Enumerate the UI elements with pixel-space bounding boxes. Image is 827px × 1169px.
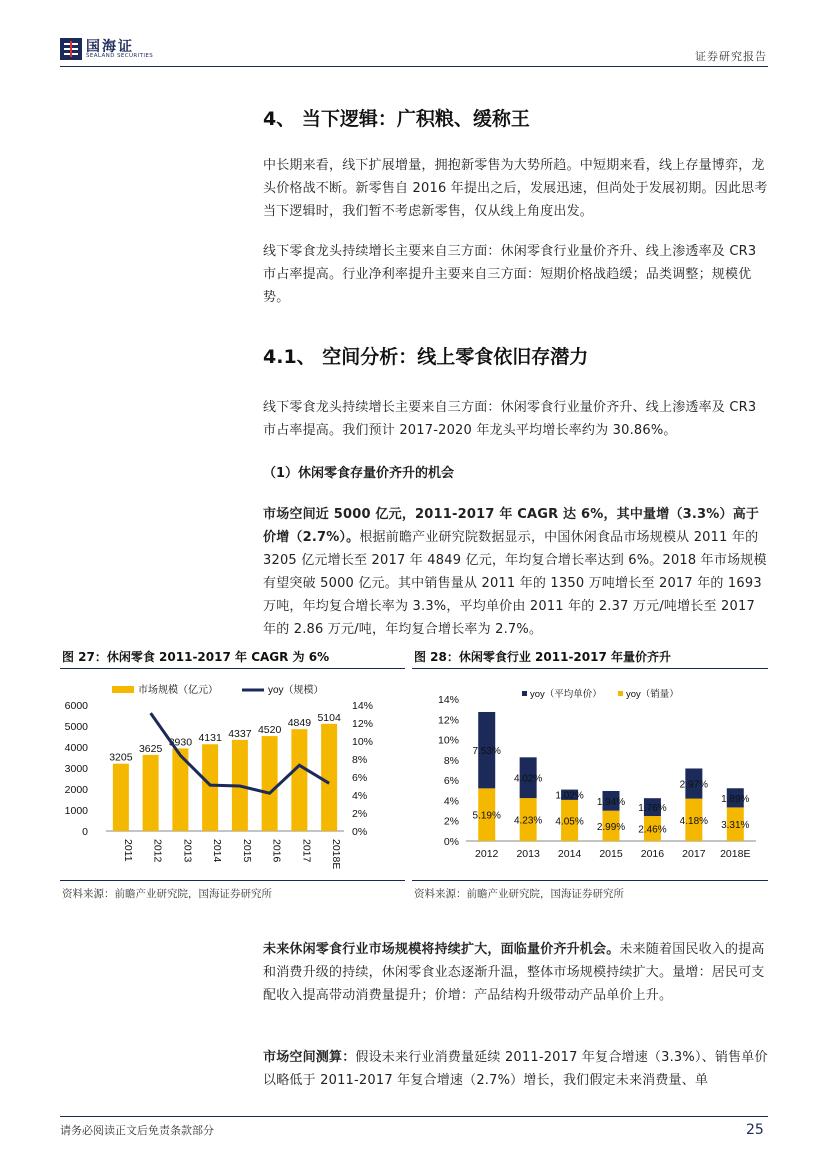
right-axis-tick: 14% bbox=[352, 700, 374, 712]
y-axis-tick: 0% bbox=[443, 836, 459, 848]
price-data-label: 1.02% bbox=[555, 790, 584, 802]
x-axis-tick: 2014 bbox=[211, 839, 224, 863]
x-axis-tick: 2015 bbox=[240, 839, 253, 863]
section-4-para-2: 线下零食龙头持续增长主要来自三方面：休闲零食行业量价齐升、线上渗透率及 CR3 市占率提高。行业净利率提升主要来自三方面：短期价格战趋缓；品类调整；规模优势。 bbox=[263, 244, 757, 305]
right-axis-tick: 12% bbox=[352, 718, 374, 730]
para-3-bold: 未来休闲零食行业市场规模将持续扩大，面临量价齐升机会。 bbox=[263, 942, 620, 957]
section-41-title: 4.1、 空间分析：线上零食依旧存潜力 bbox=[263, 346, 589, 368]
logo-text: 国海证 bbox=[86, 39, 134, 55]
bar-value-label: 3625 bbox=[138, 742, 163, 755]
left-axis-tick: 0 bbox=[82, 826, 88, 838]
y-axis-tick: 14% bbox=[437, 694, 459, 706]
x-axis-tick: 2011 bbox=[121, 839, 134, 862]
left-axis-tick: 4000 bbox=[64, 742, 88, 754]
y-axis-tick: 2% bbox=[443, 815, 459, 828]
left-axis-tick: 5000 bbox=[64, 721, 88, 733]
figure-27-bottom-rule bbox=[60, 880, 405, 881]
bar-value-label: 4849 bbox=[287, 717, 312, 730]
left-axis-tick: 2000 bbox=[64, 784, 88, 796]
y-axis-tick: 6% bbox=[443, 775, 459, 788]
price-data-label: 2.97% bbox=[679, 779, 709, 791]
x-axis-tick: 2012 bbox=[475, 848, 499, 860]
bar-market-size bbox=[143, 755, 159, 831]
legend-swatch-price bbox=[522, 691, 527, 696]
left-axis-tick: 1000 bbox=[64, 805, 88, 817]
price-data-label: 1.89% bbox=[721, 793, 750, 805]
volume-data-label: 3.31% bbox=[721, 820, 750, 832]
right-axis-tick: 0% bbox=[352, 826, 368, 838]
report-type: 证券研究报告 bbox=[695, 50, 767, 63]
volume-data-label: 4.18% bbox=[679, 815, 709, 827]
y-axis-tick: 8% bbox=[443, 754, 459, 767]
volume-data-label: 2.46% bbox=[638, 824, 667, 836]
volume-data-label: 2.99% bbox=[596, 821, 626, 833]
section-4-para-1: 中长期来看，线下扩展增量，拥抱新零售为大势所趋。中短期来看，线上存量博弈，龙头价格战不断。新零售自 2016 年提出之后，发展迅速，但尚处于发展初期。因此思考当下逻辑时，我们暂不考虑新零售，仅从线上角度出发。 bbox=[263, 158, 768, 219]
logo-mark-icon bbox=[60, 38, 82, 60]
bar-market-size bbox=[113, 764, 129, 831]
left-axis-tick: 3000 bbox=[64, 763, 88, 775]
page-number: 25 bbox=[746, 1122, 764, 1138]
volume-data-label: 4.23% bbox=[513, 815, 543, 827]
header-divider bbox=[60, 66, 768, 67]
legend-label-volume: yoy（销量） bbox=[626, 689, 679, 700]
para-4-rest: 假设未来行业消费量延续 2011-2017 年复合增速（3.3%）、销售单价以略低于 2011-2017 年复合增速（2.7%）增长，我们假定未来消费量、单 bbox=[263, 1050, 768, 1088]
figure-27-top-rule bbox=[60, 668, 405, 669]
y-axis-tick: 12% bbox=[437, 714, 459, 727]
subheading: （1）休闲零食存量价齐升的机会 bbox=[263, 466, 455, 481]
figure-28-source: 资料来源：前瞻产业研究院，国海证券研究所 bbox=[414, 888, 624, 900]
y-axis-tick: 10% bbox=[437, 734, 459, 747]
figure-28-top-rule bbox=[412, 668, 768, 669]
legend-swatch-scale bbox=[112, 686, 134, 693]
right-axis-tick: 8% bbox=[352, 754, 368, 766]
legend-label-price: yoy（平均单价） bbox=[530, 689, 602, 700]
right-axis-tick: 4% bbox=[352, 790, 368, 802]
section-41-para-2 bbox=[263, 503, 768, 641]
section-4-title: 4、 当下逻辑：广积粮、缓称王 bbox=[263, 108, 530, 130]
logo-subtext: SEALAND SECURITIES bbox=[86, 53, 154, 59]
figure-27-source: 资料来源：前瞻产业研究院，国海证券研究所 bbox=[62, 888, 272, 900]
right-axis-tick: 10% bbox=[352, 736, 374, 748]
price-data-label: 7.53% bbox=[472, 746, 501, 758]
legend-label-scale: 市场规模（亿元） bbox=[138, 685, 218, 696]
x-axis-tick: 2013 bbox=[516, 848, 540, 860]
x-axis-tick: 2018E bbox=[720, 848, 751, 860]
right-axis-tick: 2% bbox=[352, 808, 368, 820]
footer-divider bbox=[60, 1116, 768, 1117]
figure-28-bottom-rule bbox=[412, 880, 768, 881]
bar-market-size bbox=[321, 724, 337, 831]
bar-value-label: 4131 bbox=[198, 732, 222, 745]
section-41-para-3 bbox=[263, 938, 768, 1007]
section-41-para-4 bbox=[263, 1046, 768, 1092]
legend-swatch-volume bbox=[618, 691, 623, 696]
left-axis-tick: 6000 bbox=[64, 700, 88, 712]
figure-27-title: 图 27：休闲零食 2011-2017 年 CAGR 为 6% bbox=[62, 650, 330, 664]
para-4-bold: 市场空间测算： bbox=[263, 1050, 356, 1065]
x-axis-tick: 2012 bbox=[151, 839, 164, 863]
x-axis-tick: 2017 bbox=[682, 848, 706, 860]
price-data-label: 4.02% bbox=[513, 773, 543, 785]
para-2-bold: 市场空间近 5000 亿元，2011-2017 年 CAGR 达 6%，其中量增（3.3%）高于价增（2.7%）。 bbox=[263, 507, 760, 545]
bar-market-size bbox=[202, 744, 218, 831]
legend-label-yoy: yoy（规模） bbox=[268, 685, 324, 696]
price-data-label: 1.94% bbox=[596, 796, 626, 808]
x-axis-tick: 2013 bbox=[181, 839, 194, 863]
price-data-label: 1.76% bbox=[638, 803, 667, 815]
bar-market-size bbox=[262, 736, 278, 831]
bar-value-label: 3930 bbox=[168, 736, 193, 749]
footer-disclaimer: 请务必阅读正文后免责条款部分 bbox=[60, 1124, 214, 1137]
section-41-para-1: 线下零食龙头持续增长主要来自三方面：休闲零食行业量价齐升、线上渗透率及 CR3 市占率提高。我们预计 2017-2020 年龙头平均增长率约为 30.86%。 bbox=[263, 400, 757, 438]
x-axis-tick: 2015 bbox=[599, 848, 623, 860]
para-3-rest: 未来随着国民收入的提高和消费升级的持续，休闲零食业态逐渐升温，整体市场规模持续扩大。量增：居民可支配收入提高带动消费量提升；价增：产品结构升级带动产品单价上升。 bbox=[263, 942, 765, 1003]
volume-data-label: 5.19% bbox=[472, 810, 501, 822]
x-axis-tick: 2017 bbox=[300, 839, 313, 863]
y-axis-tick: 4% bbox=[443, 795, 459, 808]
para-2-rest: 根据前瞻产业研究院数据显示，中国休闲食品市场规模从 2011 年的 3205 亿元增长至 2017 年 4849 亿元，年均复合增长率达到 6%。2018 年市场规模有望突破 5000 亿元。其中销售量从 2011 年的 1350 万吨增长至 2017 年的 1693 万吨，年均复合增长率为 3.3%，平均单价由 2011 年的 2.37 万元/吨增长至 2017 年的 2.86 万元/吨，年均复合增长率为 2.7%。 bbox=[263, 530, 767, 637]
x-axis-tick: 2014 bbox=[557, 848, 582, 860]
bar-value-label: 3205 bbox=[109, 751, 133, 764]
x-axis-tick: 2016 bbox=[270, 839, 283, 863]
figure-28-chart bbox=[412, 672, 768, 878]
bar-value-label: 4337 bbox=[228, 727, 252, 740]
x-axis-tick: 2018E bbox=[330, 839, 343, 870]
volume-data-label: 4.05% bbox=[555, 816, 584, 828]
right-axis-tick: 6% bbox=[352, 772, 368, 784]
figure-28-title: 图 28：休闲零食行业 2011-2017 年量价齐升 bbox=[414, 650, 672, 664]
x-axis-tick: 2016 bbox=[640, 848, 665, 860]
bar-market-size bbox=[291, 729, 307, 831]
bar-value-label: 5104 bbox=[317, 711, 341, 724]
figure-27-chart bbox=[60, 672, 405, 878]
bar-value-label: 4520 bbox=[257, 724, 282, 737]
